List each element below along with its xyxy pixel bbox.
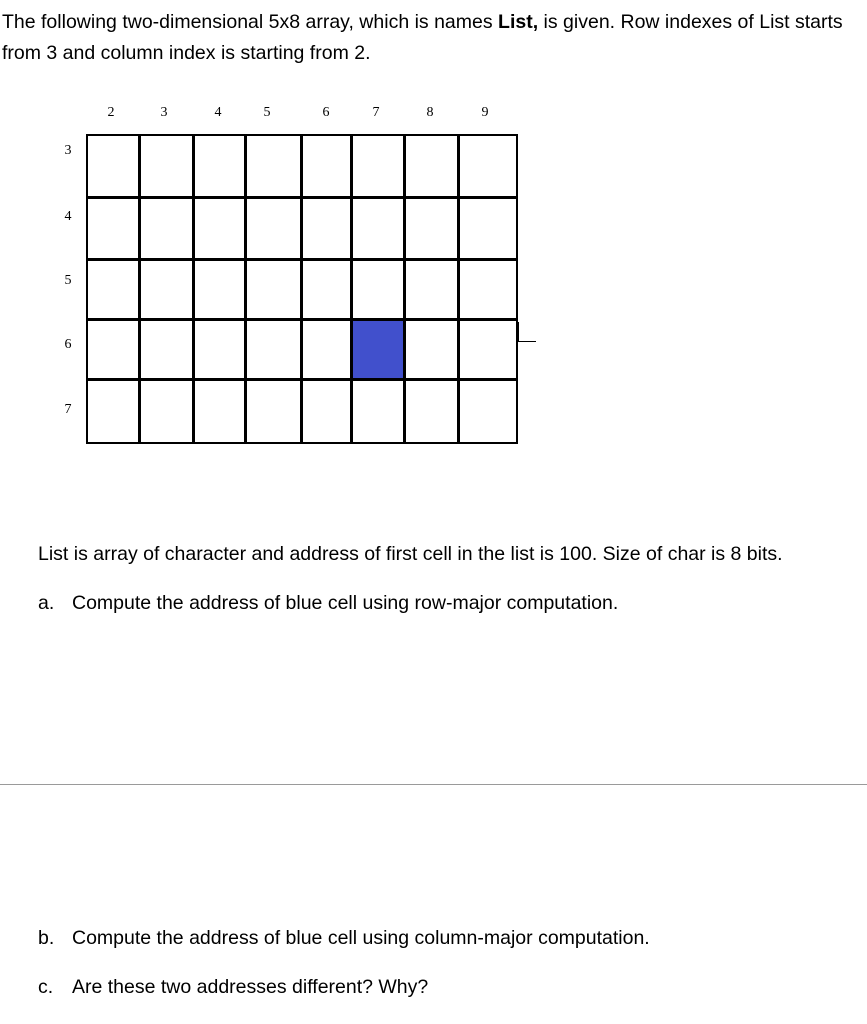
- column-index-label: 2: [107, 105, 115, 120]
- question-text: Compute the address of blue cell using row-major computation.: [72, 592, 619, 614]
- question-text: Are these two addresses different? Why?: [72, 976, 429, 998]
- problem-info: List is array of character and address of first cell in the list is 100. Size of char is 8 bits.: [38, 543, 783, 565]
- stray-mark: [518, 341, 536, 342]
- grid-line: [86, 196, 518, 199]
- row-index-label: 6: [64, 337, 72, 352]
- intro-text-part2: is given. Row indexes of List starts from 3 and column index is starting from 2.: [2, 11, 843, 64]
- section-divider: [0, 784, 867, 785]
- grid-line: [457, 134, 460, 444]
- grid-line: [86, 258, 518, 261]
- column-index-label: 3: [160, 105, 168, 120]
- column-index-label: 7: [372, 105, 380, 120]
- grid-line: [350, 134, 353, 444]
- grid-line: [403, 134, 406, 444]
- column-index-label: 8: [426, 105, 434, 120]
- stray-mark: [517, 322, 519, 342]
- row-index-label: 5: [64, 273, 72, 288]
- question-b: [38, 925, 650, 951]
- row-index-label: 4: [64, 209, 72, 224]
- grid-line: [300, 134, 303, 444]
- column-index-label: 5: [263, 105, 271, 120]
- grid-line: [244, 134, 247, 444]
- question-c: [38, 974, 428, 1000]
- intro-list-name: List,: [498, 11, 539, 33]
- grid-line: [192, 134, 195, 444]
- question-letter: a.: [38, 592, 55, 614]
- question-a: [38, 590, 618, 616]
- row-index-label: 3: [64, 143, 72, 158]
- question-letter: b.: [38, 927, 55, 949]
- grid-line: [138, 134, 141, 444]
- column-index-label: 6: [322, 105, 330, 120]
- column-index-label: 4: [214, 105, 222, 120]
- grid-line: [86, 318, 518, 321]
- intro-paragraph: [2, 7, 864, 69]
- intro-text-part1: The following two-dimensional 5x8 array, which is names: [2, 11, 499, 33]
- grid-line: [86, 378, 518, 381]
- question-text: Compute the address of blue cell using column-major computation.: [72, 927, 650, 949]
- row-index-label: 7: [64, 402, 72, 417]
- column-index-label: 9: [481, 105, 489, 120]
- question-letter: c.: [38, 976, 54, 998]
